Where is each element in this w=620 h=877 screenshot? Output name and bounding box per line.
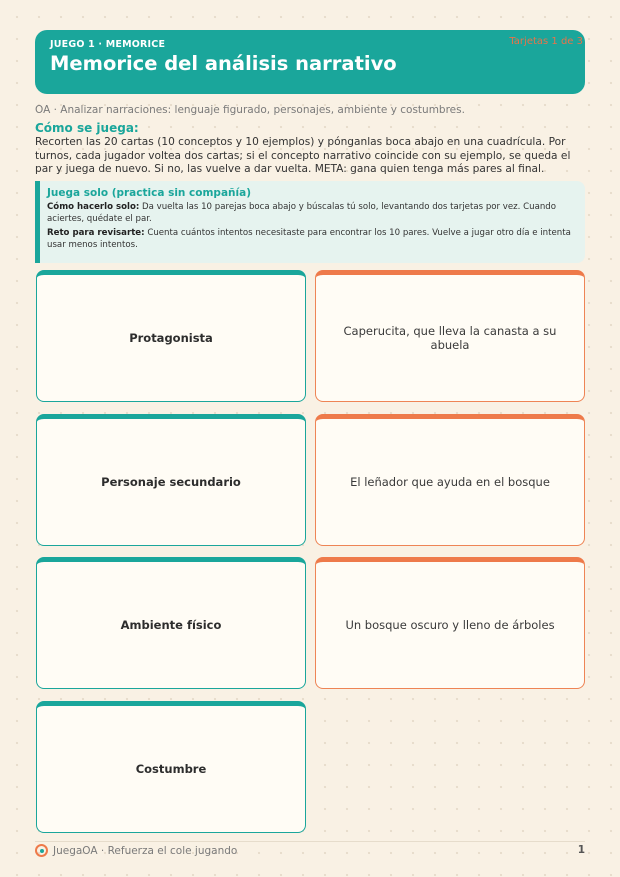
page-header [35,30,585,94]
how-to-play-text: Recorten las 20 cartas (10 conceptos y 10 ejemplos) y pónganlas boca abajo en una cuadrícula. Por turnos, cada jugador voltea dos cartas; si el concepto narrativo coincide con su ejemplo, se queda el par y juega de nuevo. Si no, las vuelve a dar vuelta. META: gana quien tenga más pares al final. [35,136,571,175]
solo-how-label: Cómo hacerlo solo: [47,202,140,212]
solo-play-box [35,181,585,263]
card-pager: Tarjetas 1 de 3 [509,36,583,47]
card-example: El leñador que ayuda en el bosque [315,414,585,546]
solo-how-row [47,202,573,225]
how-to-play-heading: Cómo se juega: [35,121,139,135]
card-concept: Ambiente físico [36,557,306,689]
card-concept: Protagonista [36,270,306,402]
card-concept: Personaje secundario [36,414,306,546]
solo-how-text: Da vuelta las 10 parejas boca abajo y búscalas tú solo, levantando dos tarjetas por vez. Cuando aciertes, quédate el par. [47,202,557,224]
page-footer [35,841,585,862]
learning-objective: OA · Analizar narraciones: lenguaje figurado, personajes, ambiente y costumbres. [35,104,465,116]
logo-icon [35,844,48,857]
footer-brand-text: JuegaOA · Refuerza el cole jugando [53,844,238,857]
page-number: 1 [577,844,585,856]
game-kicker: JUEGO 1 · MEMORICE [50,39,166,50]
card-example: Caperucita, que lleva la canasta a su abuela [315,270,585,402]
solo-challenge-row [47,228,573,251]
card-example: Un bosque oscuro y lleno de árboles [315,557,585,689]
card-concept: Costumbre [36,701,306,833]
solo-challenge-text: Cuenta cuántos intentos necesitaste para encontrar los 10 pares. Vuelve a jugar otro día e intenta usar menos intentos. [47,228,571,250]
footer-brand [35,844,237,857]
solo-challenge-label: Reto para revisarte: [47,228,145,238]
page-title: Memorice del análisis narrativo [50,52,397,75]
solo-title: Juega solo (practica sin compañía) [47,187,251,199]
